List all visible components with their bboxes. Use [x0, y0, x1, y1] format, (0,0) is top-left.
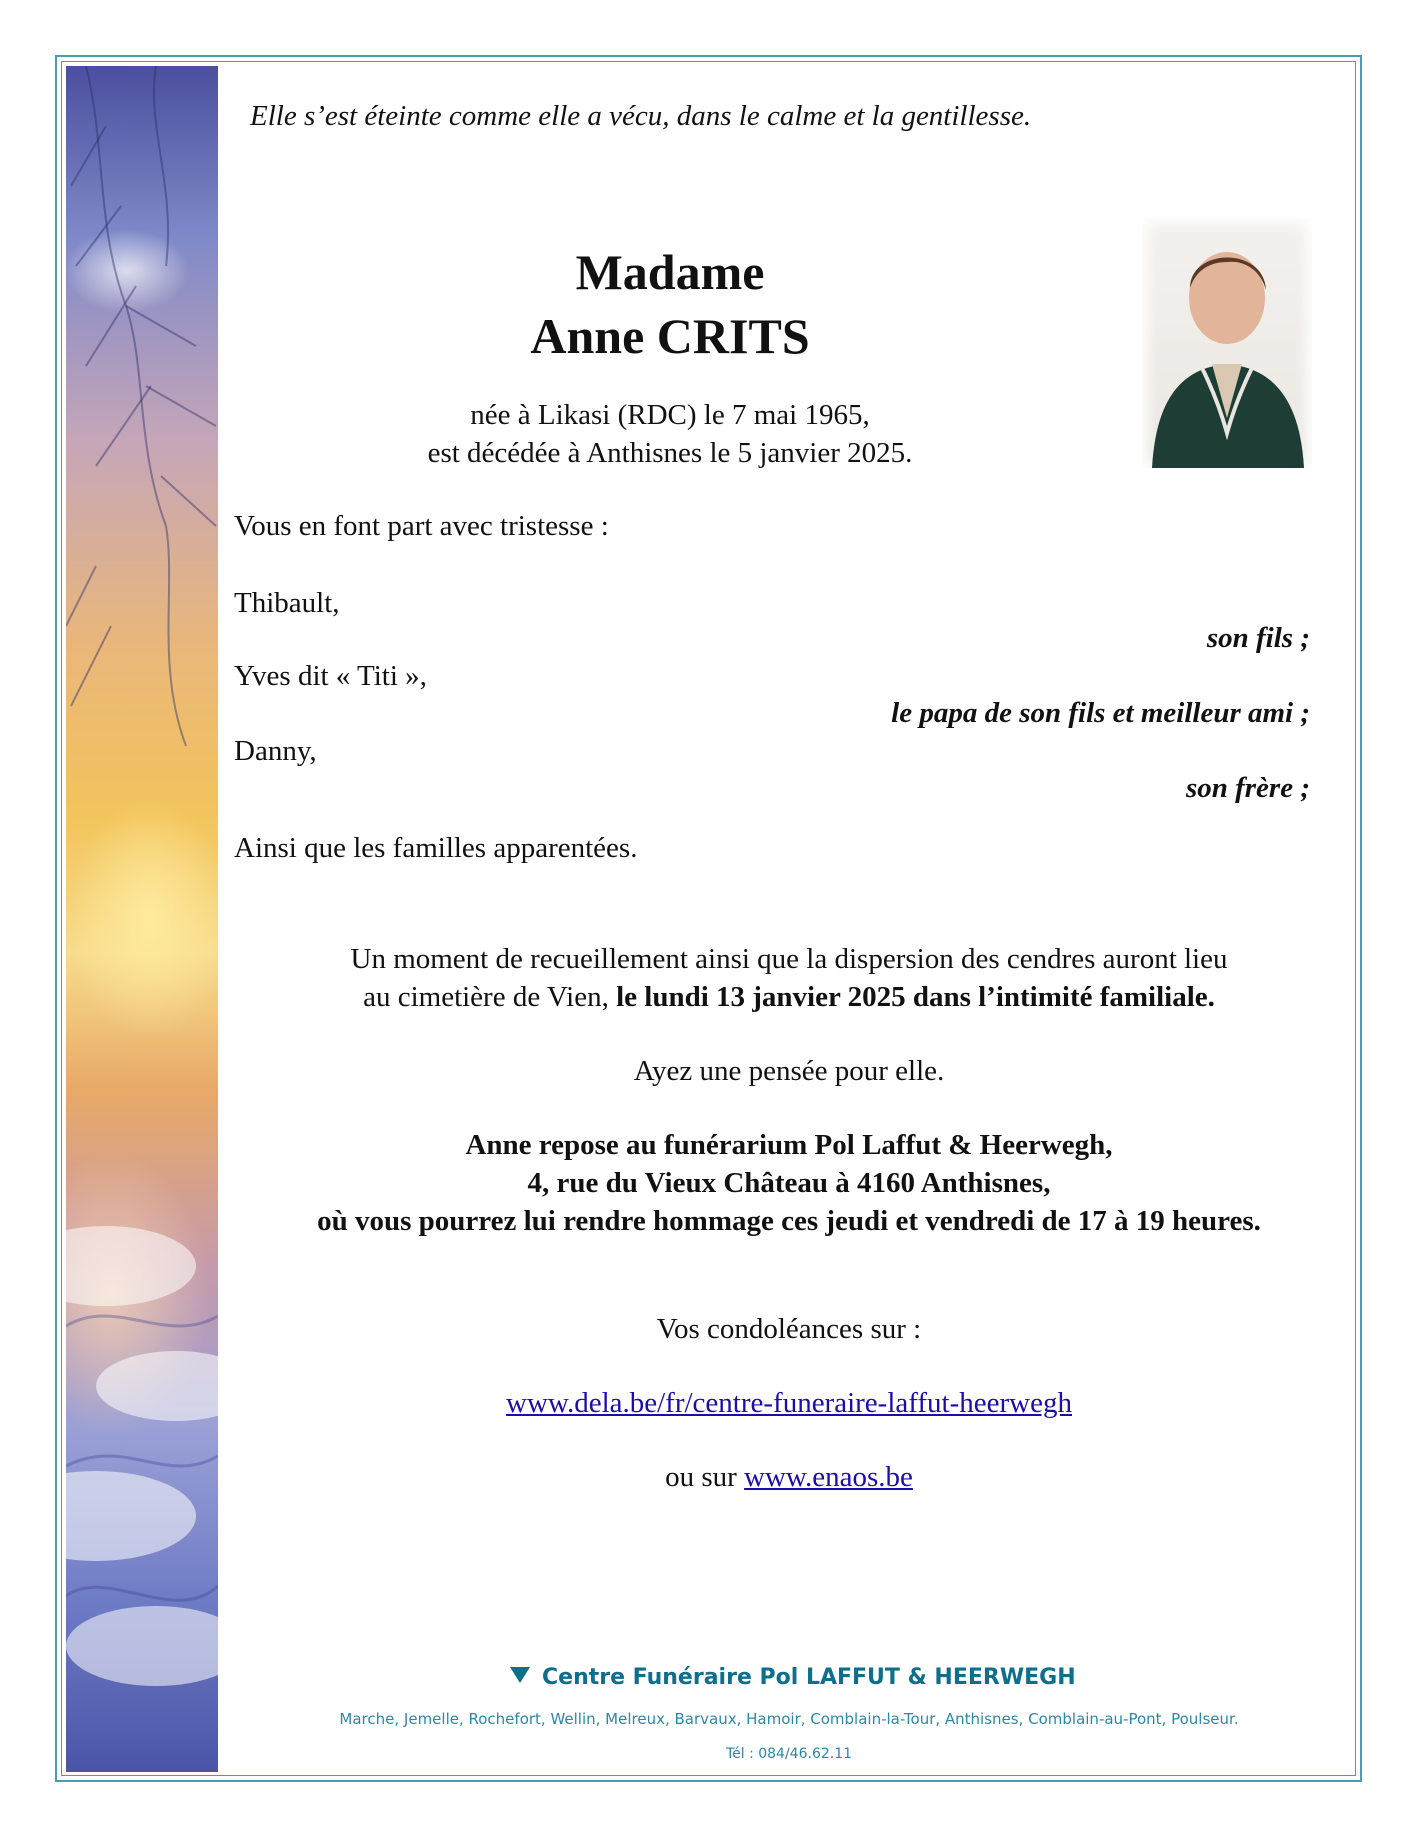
motto-quote: Elle s’est éteinte comme elle a vécu, dans le calme et la gentillesse.	[250, 100, 1032, 132]
title-name: Anne CRITS	[530, 308, 810, 364]
family-member-relation: son frère ;	[1185, 772, 1310, 804]
ceremony-line-1: Un moment de recueillement ainsi que la dispersion des cendres auront lieu	[350, 943, 1228, 975]
related-families-line: Ainsi que les familles apparentées.	[234, 832, 638, 864]
family-member-relation: son fils ;	[1206, 622, 1310, 654]
family-member-name: Thibault,	[234, 587, 340, 619]
title-honorific: Madame	[575, 244, 765, 300]
portrait-photo	[1142, 218, 1312, 468]
ceremony-info	[234, 940, 1344, 1016]
funeral-home-phone: Tél : 084/46.62.11	[725, 1746, 853, 1762]
death-line: est décédée à Anthisnes le 5 janvier 2025.	[427, 437, 913, 469]
ceremony-date: le lundi 13 janvier 2025 dans l’intimité familiale.	[616, 981, 1215, 1013]
birth-line: née à Likasi (RDC) le 7 mai 1965,	[470, 399, 870, 431]
family-member-relation: le papa de son fils et meilleur ami ;	[891, 697, 1310, 729]
ceremony-line-2	[234, 978, 1344, 1016]
deceased-name-heading	[440, 240, 900, 368]
funerarium-line-3: où vous pourrez lui rendre hommage ces jeudi et vendredi de 17 à 19 heures.	[317, 1205, 1261, 1237]
triangle-down-icon	[510, 1667, 530, 1683]
funeral-home-locations: Marche, Jemelle, Rochefort, Wellin, Melreux, Barvaux, Hamoir, Comblain-la-Tour, Anthisnes, Comblain-au-Pont, Poulseur.	[339, 1710, 1239, 1728]
alt-condolences-row	[234, 1458, 1344, 1496]
dela-condolences-link[interactable]: www.dela.be/fr/centre-funeraire-laffut-heerwegh	[506, 1387, 1072, 1419]
funeral-home-name	[510, 1665, 1076, 1690]
funerarium-line-1: Anne repose au funérarium Pol Laffut & Heerwegh,	[465, 1129, 1113, 1161]
condolences-link-row	[234, 1384, 1344, 1422]
funerarium-info	[234, 1126, 1344, 1240]
condolences-label: Vos condoléances sur :	[656, 1313, 922, 1345]
alt-condolences-label: ou sur	[665, 1461, 745, 1493]
family-member-name: Yves dit « Titi »,	[234, 660, 427, 692]
thought-line: Ayez une pensée pour elle.	[633, 1055, 945, 1087]
announcement-intro: Vous en font part avec tristesse :	[234, 510, 609, 542]
funeral-home-label: Centre Funéraire Pol LAFFUT & HEERWEGH	[542, 1665, 1076, 1690]
family-member-name: Danny,	[234, 735, 317, 767]
ceremony-place: au cimetière de Vien,	[363, 981, 617, 1013]
birth-death-info	[350, 396, 990, 472]
enaos-link[interactable]: www.enaos.be	[744, 1461, 913, 1493]
decorative-winter-image	[66, 66, 218, 1772]
funerarium-line-2: 4, rue du Vieux Château à 4160 Anthisnes,	[527, 1167, 1051, 1199]
